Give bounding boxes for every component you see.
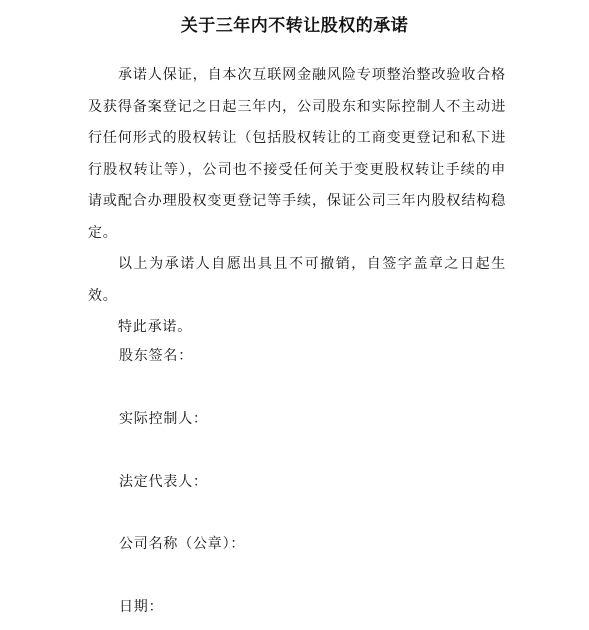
paragraph-commitment: 承诺人保证，自本次互联网金融风险专项整治整改验收合格及获得备案登记之日起三年内，公司股东和实际控制人不主动进行任何形式的股权转让（包括股权转让的工商变更登记和私下进行股权转让等），公司也不接受任何关于变更股权转让手续的申请或配合办理股权变更登记等手续，保证公司三年内股权结构稳定。 [88,67,506,241]
signature-shareholder-label: 股东签名： [119,348,193,364]
signature-controller-label: 实际控制人： [119,411,208,427]
paragraph-irrevocable: 以上为承诺人自愿出具且不可撤销，自签字盖章之日起生效。 [88,256,506,304]
document-body [88,60,506,344]
signature-company-label: 公司名称（公章）： [119,536,246,552]
signature-legal-rep-label: 法定代表人： [119,474,208,490]
paragraph-closing: 特此承诺。 [118,319,192,335]
document-title: 关于三年内不转让股权的承诺 [180,16,409,36]
signature-date-label: 日期： [119,599,164,615]
